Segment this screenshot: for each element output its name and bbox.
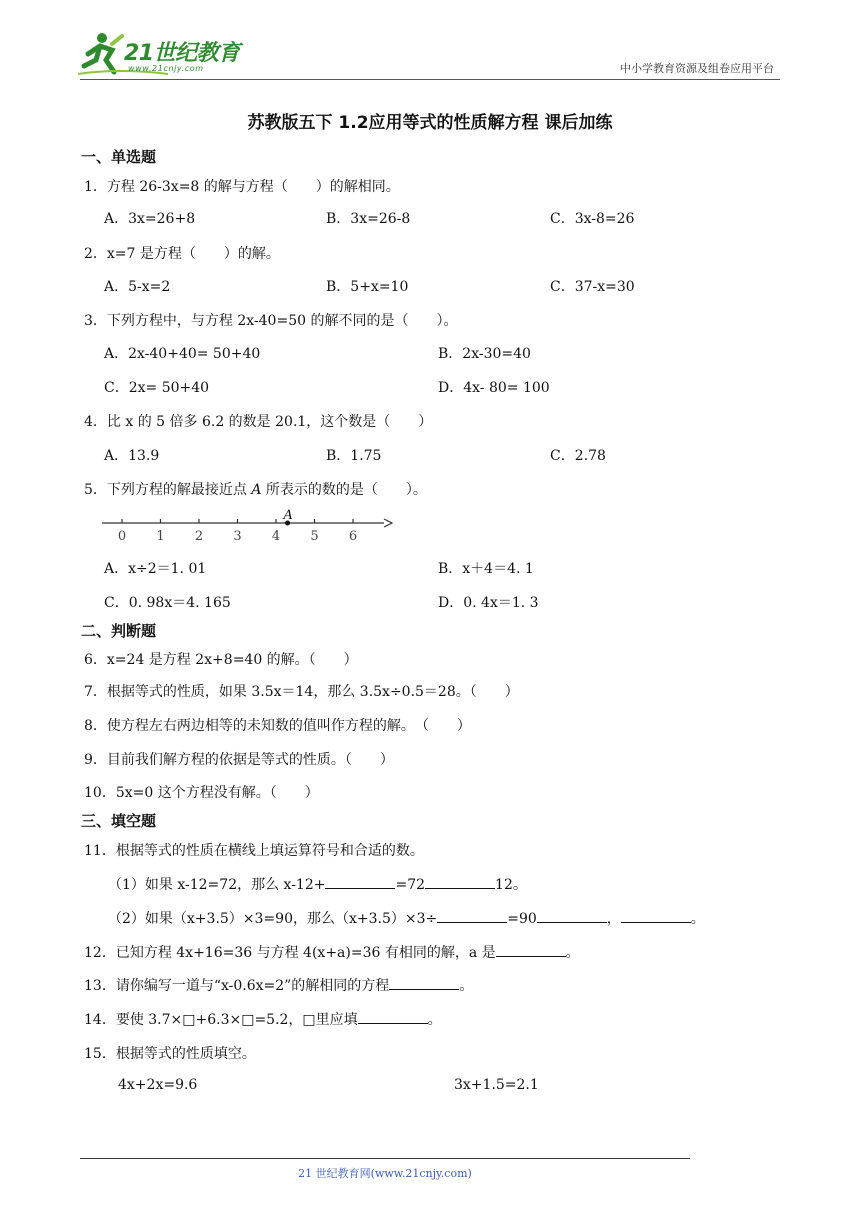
q1-option-c: C．3x-8=26: [550, 211, 635, 227]
question-1: 1．方程 26-3x=8 的解与方程（ ）的解相同。: [84, 179, 400, 195]
question-11-part-1: [108, 874, 527, 894]
q2-option-b: B．5+x=10: [326, 279, 409, 295]
q5-option-c: C．0. 98x＝4. 165: [104, 595, 231, 611]
question-9: 9．目前我们解方程的依据是等式的性质。（ ）: [84, 752, 394, 768]
q11-p2-blank-1[interactable]: [437, 908, 507, 923]
q15-equation-2: 3x+1.5=2.1: [454, 1077, 539, 1093]
number-line-tick-label-1: 1: [156, 529, 165, 544]
number-line-tick-label-2: 2: [194, 529, 204, 544]
number-line: [100, 505, 400, 545]
q5-option-a: A．x÷2＝1. 01: [104, 561, 207, 577]
q11-p2-blank-2[interactable]: [537, 908, 607, 923]
q13-text: 13．请你编写一道与“x-0.6x=2”的解相同的方程: [84, 978, 390, 994]
point-a-label: A: [283, 508, 293, 523]
q4-option-a: A．13.9: [104, 448, 160, 464]
q13-end: 。: [459, 978, 474, 994]
q5-option-b: B．x＋4＝4. 1: [438, 561, 534, 577]
q12-blank[interactable]: [496, 942, 566, 957]
question-8: 8．使方程左右两边相等的未知数的值叫作方程的解。 （ ）: [84, 718, 471, 734]
q11-p1-blank-2[interactable]: [425, 874, 495, 889]
q11-p2-text-c: ，: [606, 911, 621, 927]
question-15: 15．根据等式的性质填空。: [84, 1046, 256, 1062]
number-line-tick-label-6: 6: [348, 529, 358, 544]
question-10: 10．5x=0 这个方程没有解。（ ）: [84, 785, 319, 801]
question-3: 3．下列方程中，与方程 2x-40=50 的解不同的是（ ）。: [84, 313, 458, 329]
question-2: 2．x=7 是方程（ ）的解。: [84, 246, 280, 262]
q11-p1-text-a: （1）如果 x-12=72，那么 x-12+: [108, 877, 326, 893]
q5-stem-post: 所表示的数的是（ ）。: [261, 482, 427, 498]
q4-option-b: B．1.75: [326, 448, 382, 464]
q3-option-a: A．2x-40+40= 50+40: [104, 346, 261, 362]
question-12: [84, 942, 580, 962]
q11-p2-text-b: =90: [507, 911, 537, 927]
question-13: [84, 975, 473, 995]
q5-option-d: D．0. 4x＝1. 3: [438, 595, 539, 611]
q13-blank[interactable]: [389, 975, 459, 990]
q14-blank[interactable]: [358, 1009, 428, 1024]
q14-end: 。: [427, 1012, 442, 1028]
q2-option-c: C．37-x=30: [550, 279, 635, 295]
question-11-part-2: [108, 908, 705, 928]
section-heading-single-choice: 一、单选题: [81, 148, 157, 166]
question-5: [84, 479, 427, 499]
number-line-tick-label-5: 5: [310, 529, 319, 544]
q11-p1-text-c: 12。: [495, 877, 527, 893]
q15-equation-1: 4x+2x=9.6: [118, 1077, 198, 1093]
number-line-tick-label-4: 4: [271, 529, 281, 544]
q5-stem-pre: 5．下列方程的解最接近点: [84, 482, 252, 498]
question-6: 6．x=24 是方程 2x+8=40 的解。（ ）: [84, 652, 358, 668]
question-4: 4．比 x 的 5 倍多 6.2 的数是 20.1，这个数是（ ）: [84, 414, 433, 430]
question-11: 11．根据等式的性质在横线上填运算符号和合适的数。: [84, 843, 424, 859]
logo-text: 21世纪教育: [124, 41, 240, 66]
q3-option-b: B．2x-30=40: [438, 346, 531, 362]
footer-text: 21 世纪教育网(www.21cnjy.com): [298, 1167, 472, 1180]
q11-p1-text-b: =72: [395, 877, 426, 893]
q1-option-a: A．3x=26+8: [104, 211, 196, 227]
section-heading-true-false: 二、判断题: [81, 622, 157, 640]
number-line-tick-label-0: 0: [117, 529, 127, 544]
q11-p2-text-a: （2）如果（x+3.5）×3=90，那么（x+3.5）×3÷: [108, 911, 438, 927]
section-heading-fill-blank: 三、填空题: [81, 812, 157, 830]
q11-p2-text-d: 。: [690, 911, 705, 927]
q4-option-c: C．2.78: [550, 448, 606, 464]
q14-text: 14．要使 3.7×□+6.3×□=5.2，□里应填: [84, 1012, 358, 1028]
header-divider: [80, 79, 780, 80]
q3-option-d: D．4x- 80= 100: [438, 380, 550, 396]
footer-divider: [80, 1158, 690, 1159]
number-line-arrow-icon: [384, 519, 392, 527]
logo-url: www.21cnjy.com: [128, 64, 204, 73]
q5-stem-var: A: [251, 482, 262, 498]
q2-option-a: A．5-x=2: [104, 279, 171, 295]
question-14: [84, 1009, 442, 1029]
q11-p2-blank-3[interactable]: [621, 908, 691, 923]
q12-text: 12．已知方程 4x+16=36 与方程 4(x+a)=36 有相同的解，a 是: [84, 945, 496, 961]
header-tagline: 中小学教育资源及组卷应用平台: [620, 62, 774, 75]
q11-p1-blank-1[interactable]: [325, 874, 395, 889]
question-7: 7．根据等式的性质，如果 3.5x＝14，那么 3.5x÷0.5＝28。（ ）: [84, 684, 519, 700]
q12-end: 。: [565, 945, 580, 961]
page-title: 苏教版五下 1.2应用等式的性质解方程 课后加练: [247, 113, 613, 133]
q3-option-c: C．2x= 50+40: [104, 380, 210, 396]
q1-option-b: B．3x=26-8: [326, 211, 411, 227]
number-line-tick-label-3: 3: [233, 529, 242, 544]
